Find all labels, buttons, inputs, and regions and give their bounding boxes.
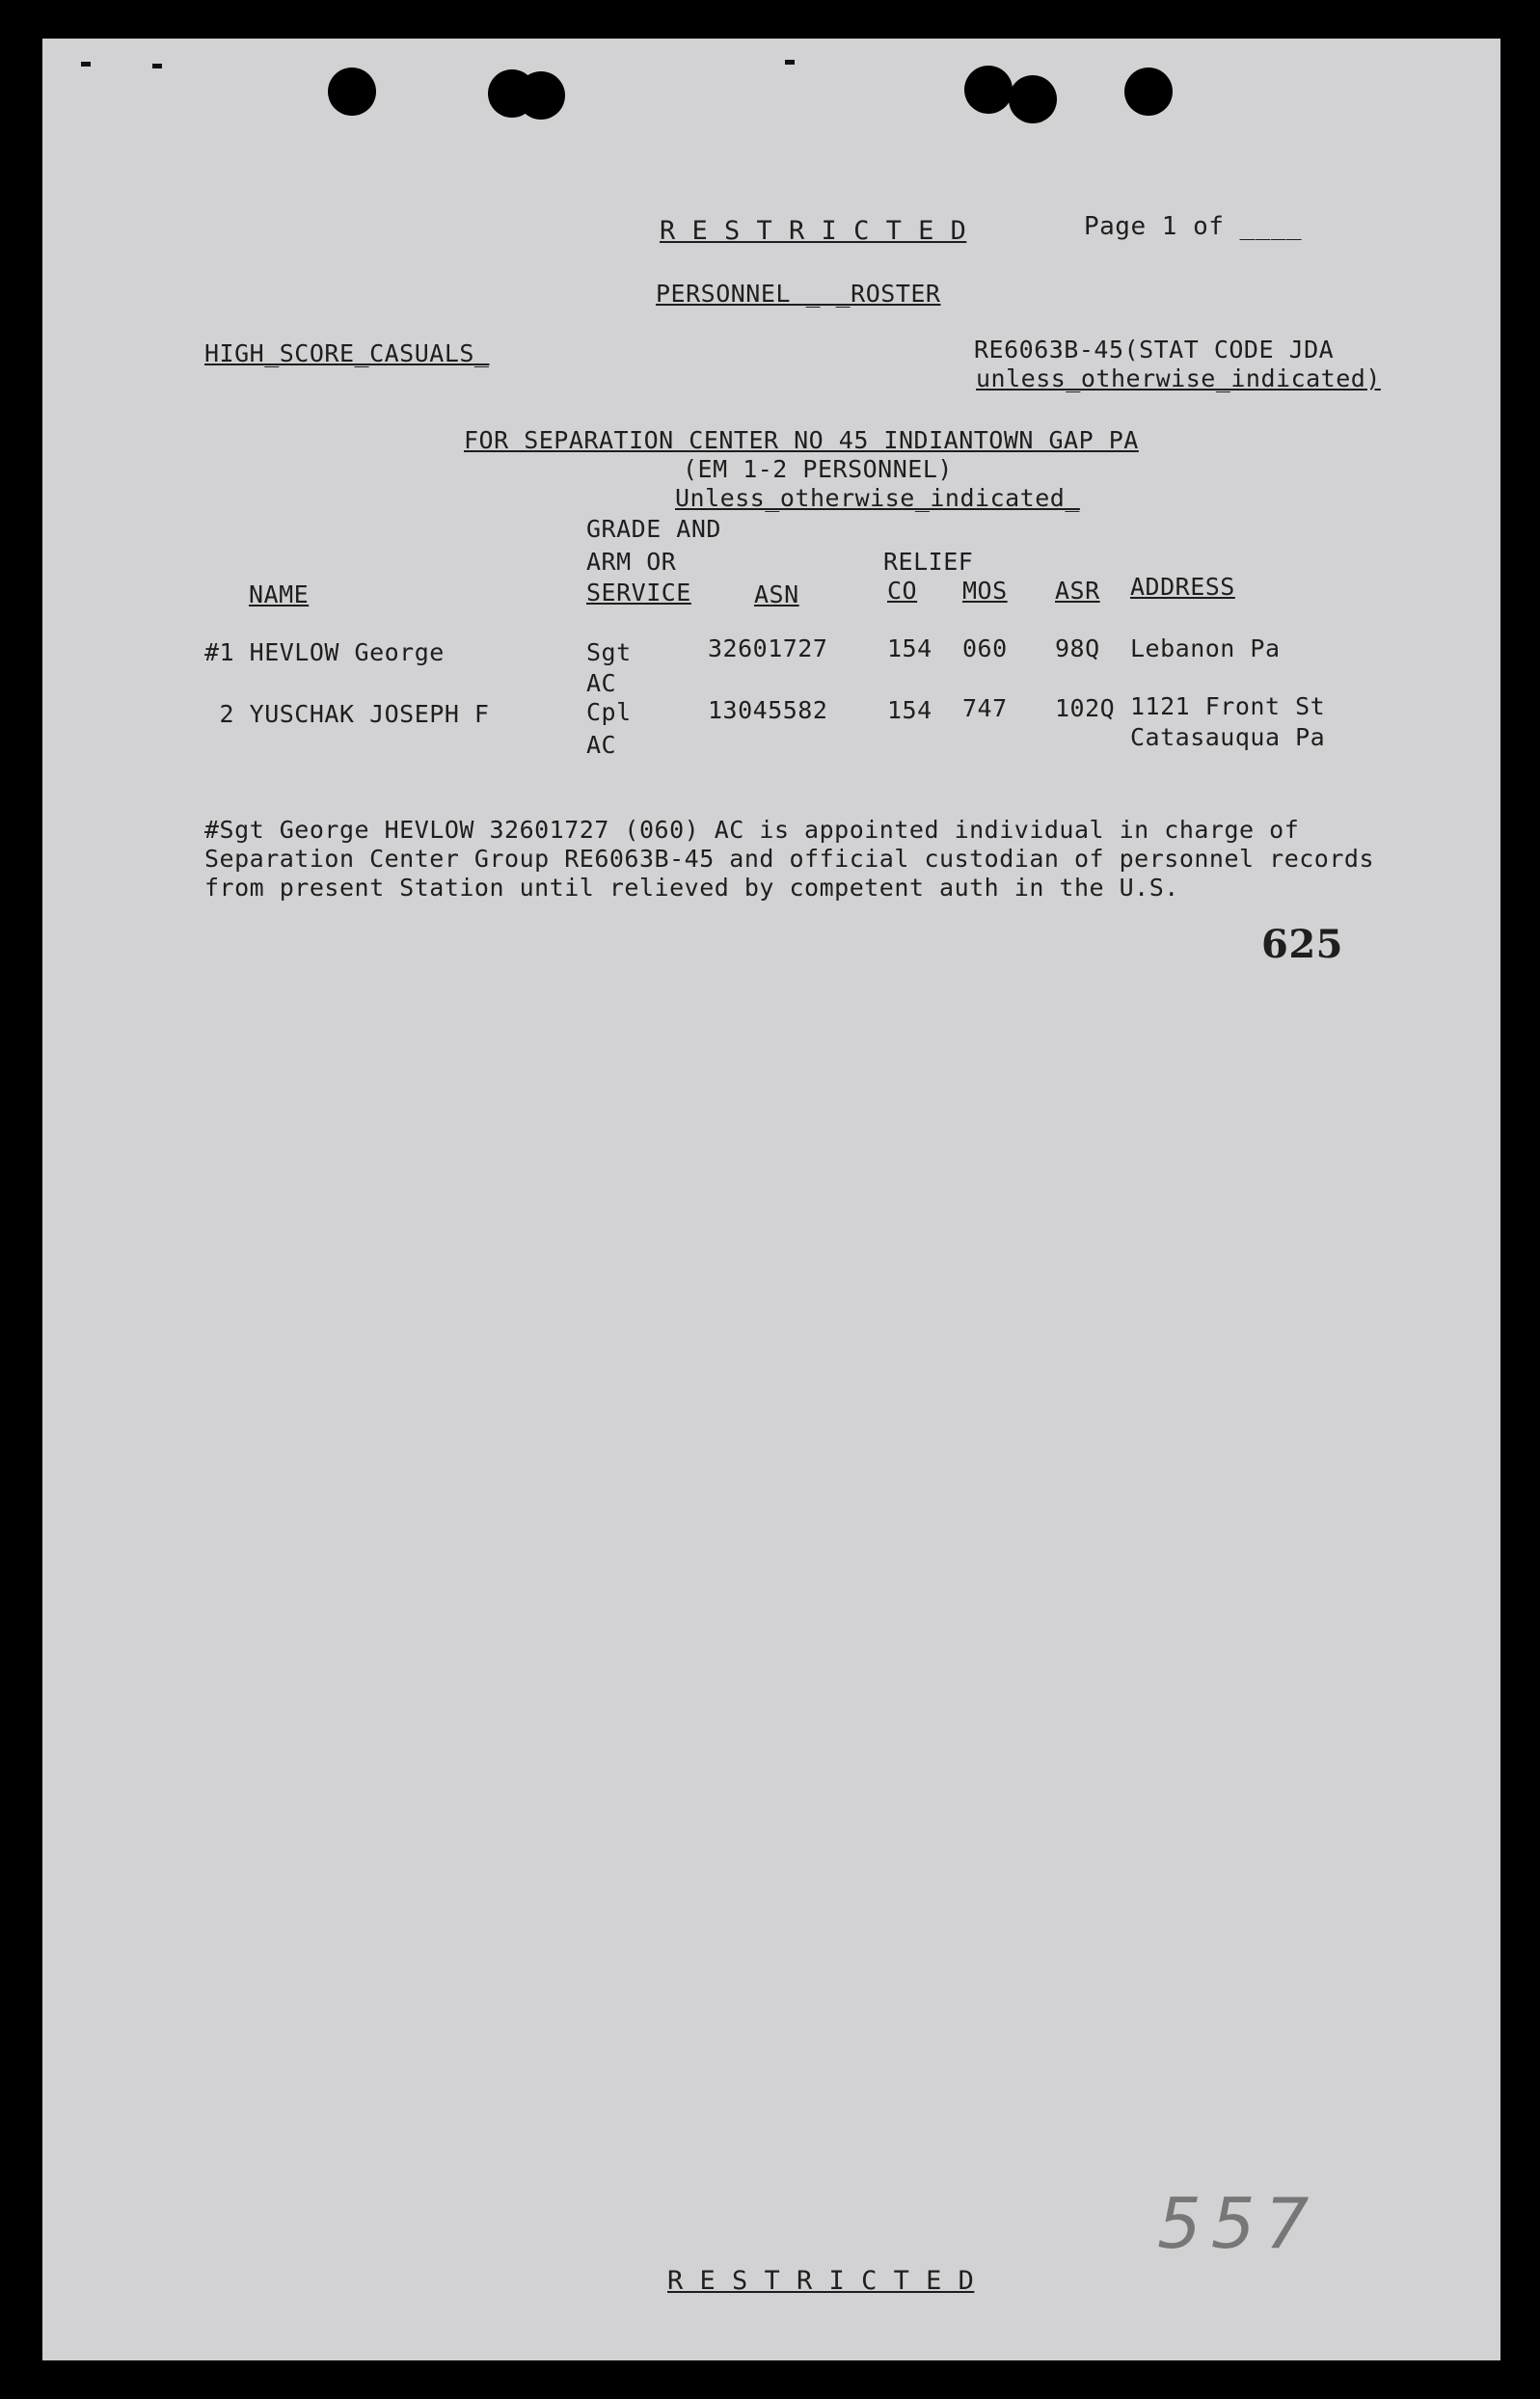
row-co: 154 [887, 696, 932, 724]
edge-mark [152, 64, 162, 68]
row-mos: 747 [962, 694, 1008, 722]
row-arm: AC [586, 731, 617, 759]
row-co: 154 [887, 634, 932, 662]
classification-header: R E S T R I C T E D [660, 216, 967, 246]
header-grade-line2: ARM OR [586, 548, 677, 576]
edge-mark [81, 62, 91, 67]
note-line: from present Station until relieved by competent auth in the U.S. [204, 874, 1179, 902]
page-label: Page 1 of ____ [1084, 212, 1303, 241]
row-asn: 32601727 [708, 634, 828, 662]
header-address: ADDRESS [1130, 573, 1235, 601]
row-address: 1121 Front St [1130, 692, 1326, 720]
unless-note: Unless_otherwise_indicated_ [675, 484, 1080, 512]
destination-line: FOR SEPARATION CENTER NO 45 INDIANTOWN GAP PA [464, 426, 1139, 454]
header-service: SERVICE [586, 579, 691, 606]
header-relief: RELIEF [883, 548, 974, 576]
row-asr: 102Q [1055, 694, 1116, 722]
row-asn: 13045582 [708, 696, 828, 724]
classification-footer: R E S T R I C T E D [667, 2266, 975, 2296]
shipment-note: unless_otherwise_indicated) [976, 364, 1381, 392]
punch-hole [517, 71, 565, 120]
row-grade: Sgt [586, 638, 632, 666]
row-name: #1 HEVLOW George [204, 638, 445, 666]
header-asr: ASR [1055, 577, 1100, 605]
personnel-type: (EM 1-2 PERSONNEL) [683, 455, 953, 483]
punch-hole [328, 67, 376, 116]
header-asn: ASN [754, 580, 799, 608]
row-grade: Cpl [586, 698, 632, 726]
row-name: 2 YUSCHAK JOSEPH F [204, 700, 490, 728]
stamp-number: 625 [1261, 922, 1343, 967]
header-co: CO [887, 577, 918, 605]
row-asr: 98Q [1055, 634, 1100, 662]
note-line: Separation Center Group RE6063B-45 and official custodian of personnel records [204, 845, 1374, 873]
row-address: Lebanon Pa [1130, 634, 1281, 662]
row-mos: 060 [962, 634, 1008, 662]
group-name: HIGH_SCORE_CASUALS_ [204, 339, 490, 367]
punch-hole [1009, 75, 1057, 123]
punch-hole [1124, 67, 1173, 116]
row-arm: AC [586, 669, 617, 697]
document-page [42, 39, 1500, 2360]
row-address-line2: Catasauqua Pa [1130, 723, 1326, 751]
roster-title: PERSONNEL _ _ROSTER [656, 280, 941, 308]
shipment-code: RE6063B-45(STAT CODE JDA [974, 336, 1335, 364]
punch-hole [964, 66, 1013, 114]
header-mos: MOS [962, 577, 1008, 605]
note-line: #Sgt George HEVLOW 32601727 (060) AC is appointed individual in charge of [204, 816, 1300, 844]
edge-mark [785, 60, 795, 65]
handwritten-number: 557 [1157, 2183, 1319, 2264]
header-name: NAME [249, 580, 310, 608]
header-grade-line1: GRADE AND [586, 515, 721, 543]
